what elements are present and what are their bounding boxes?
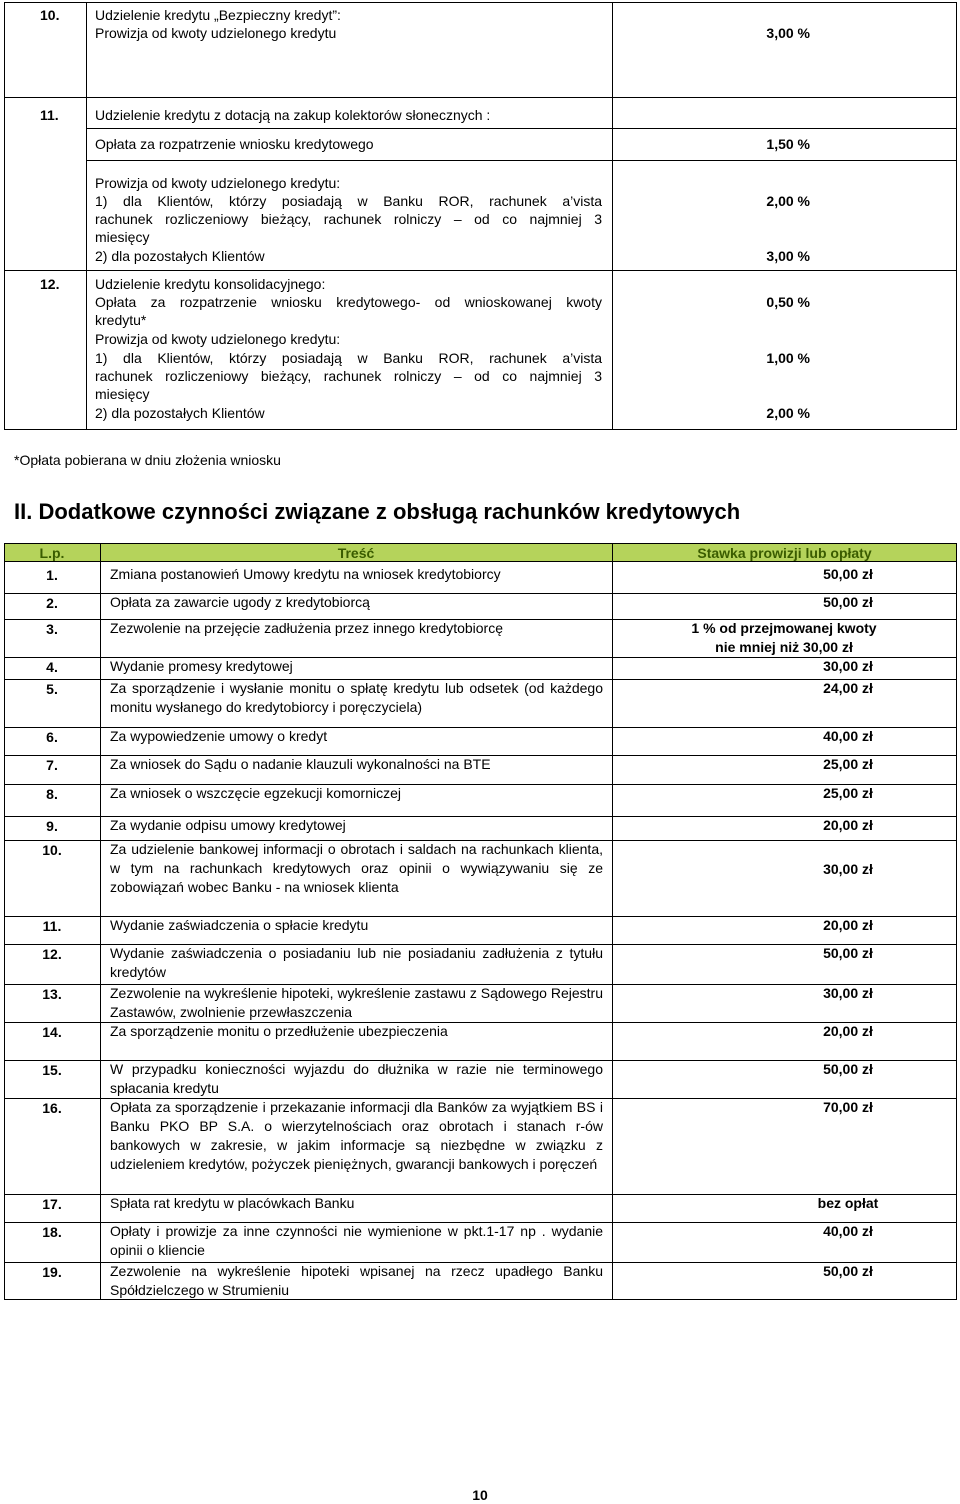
- fees-row-number: 15.: [42, 1062, 62, 1078]
- fees-row-fee: [612, 860, 956, 879]
- fees-row-fee-value: 25,00 zł: [823, 785, 873, 801]
- fees-row-description: Spłata rat kredytu w placówkach Banku: [110, 1195, 355, 1211]
- fees-row-description: Wydanie zaświadczenia o posiadaniu lub nie posiadaniu zadłużenia z tytułu kredytów: [110, 945, 603, 980]
- fees-row-description: Zezwolenie na wykreślenie hipoteki, wykreślenie zastawu z Sądowego Rejestru Zastawów, zwolnienie przewłaszczenia: [110, 985, 603, 1020]
- fees-row-fee: [612, 984, 956, 1003]
- item12-others-line: 2) dla pozostałych Klientów: [95, 405, 265, 421]
- fees-row-fee: [612, 916, 956, 935]
- page-number: 10: [472, 1487, 488, 1503]
- item12-clients-rate: 1,00 %: [766, 350, 810, 366]
- header-fee: Stawka prowizji lub opłaty: [697, 545, 872, 561]
- fees-row-fee-value: 50,00 zł: [823, 1263, 873, 1279]
- fees-row-fee-value: 30,00 zł: [823, 658, 873, 674]
- fees-row-fee-value: 30,00 zł: [823, 985, 873, 1001]
- fees-row-fee: [612, 657, 956, 676]
- fees-row-fee-value: bez opłat: [817, 1195, 879, 1211]
- fees-row-fee: [612, 679, 956, 698]
- footnote: *Opłata pobierana w dniu złożenia wniosku: [14, 452, 281, 468]
- item11-clients-line-2: rachunek rozliczeniowy bieżący, rachunek rolniczy – od co najmniej 3: [95, 211, 602, 227]
- fees-row-description: Wydanie zaświadczenia o spłacie kredytu: [110, 917, 369, 933]
- fees-row-fee: [612, 1022, 956, 1041]
- fees-row-number: 9.: [46, 818, 58, 834]
- fees-row-fee: [612, 784, 956, 803]
- item11-clients-line-3: miesięcy: [95, 229, 150, 245]
- fees-row-fee-value: 20,00 zł: [823, 817, 873, 833]
- top-row-divider-1: [4, 97, 957, 98]
- top-col-divider-1: [86, 2, 87, 430]
- fees-row-fee-value: 24,00 zł: [823, 680, 873, 696]
- fees-row-fee: [612, 944, 956, 963]
- top-row-divider-3: [86, 160, 957, 161]
- fees-row-description: Za sporządzenie monitu o przedłużenie ubezpieczenia: [110, 1023, 448, 1039]
- fees-row-description: Opłaty i prowizje za inne czynności nie wymienione w pkt.1-17 np . wydanie opinii o kliencie: [110, 1223, 603, 1258]
- item12-clients-line-1: 1) dla Klientów, którzy posiadają w Banku ROR, rachunek a’vista: [95, 350, 602, 366]
- fees-row-fee-value: 50,00 zł: [823, 1061, 873, 1077]
- fees-row-number: 13.: [42, 986, 62, 1002]
- fees-row-fee: [612, 755, 956, 774]
- fees-row-fee: [612, 727, 956, 746]
- fees-row-fee-value: 30,00 zł: [823, 861, 873, 877]
- fees-row-description: Wydanie promesy kredytowej: [110, 658, 293, 674]
- top-col-divider-2: [612, 2, 613, 430]
- fees-row-fee-value: 1 % od przejmowanej kwoty: [691, 620, 877, 636]
- item11-fee-rate: 1,50 %: [766, 136, 810, 152]
- item11-clients-rate: 2,00 %: [766, 193, 810, 209]
- fees-row-number: 17.: [42, 1196, 62, 1212]
- fees-row-fee: [612, 593, 956, 612]
- fees-row-number: 8.: [46, 786, 58, 802]
- fees-row-description: Za udzielenie bankowej informacji o obrotach i saldach na rachunkach klienta, w tym na rachunkach kredytowych oraz opinii o wywiązywaniu się ze zobowiązań wobec Banku - na wniosek klienta: [110, 841, 603, 895]
- item12-fee-rate: 0,50 %: [766, 294, 810, 310]
- fees-row-number: 7.: [46, 757, 58, 773]
- fees-row-number: 4.: [46, 659, 58, 675]
- fees-row-number: 1.: [46, 567, 58, 583]
- fees-row-number: 5.: [46, 681, 58, 697]
- header-content: Treść: [337, 545, 375, 561]
- item11-title: Udzielenie kredytu z dotacją na zakup kolektorów słonecznych :: [95, 107, 491, 123]
- fees-row-description: Za wydanie odpisu umowy kredytowej: [110, 817, 346, 833]
- item12-commission-title: Prowizja od kwoty udzielonego kredytu:: [95, 331, 341, 347]
- item12-clients-line-3: miesięcy: [95, 386, 150, 402]
- fees-row-description: Opłata za sporządzenie i przekazanie informacji dla Banków za wyjątkiem BS i Banku PKO BP S.A. o wierzytelnościach oraz obrotach i stanach r-ów bankowych w zakresie, w jakim informacje są niezbędne w związku z udzieleniem kredytów, pożyczek pieniężnych, gwarancji bankowych i poręczeń: [110, 1099, 603, 1172]
- item12-fee-line-1: Opłata za rozpatrzenie wniosku kredytowego- od wnioskowanej kwoty: [95, 294, 602, 310]
- fees-row-fee: [612, 565, 956, 584]
- fees-row-fee-line-2: nie mniej niż 30,00 zł: [715, 639, 853, 655]
- fees-row-description: W przypadku konieczności wyjazdu do dłużnika w razie nie terminowego spłacania kredytu: [110, 1061, 603, 1096]
- item10-title: Udzielenie kredytu „Bezpieczny kredyt”:: [95, 7, 341, 23]
- item11-fee-line: Opłata za rozpatrzenie wniosku kredytowego: [95, 136, 374, 152]
- fees-row-fee-value: 25,00 zł: [823, 756, 873, 772]
- fees-row-fee-value: 50,00 zł: [823, 566, 873, 582]
- item11-others-rate: 3,00 %: [766, 248, 810, 264]
- item12-number: 12.: [40, 276, 60, 292]
- fees-row-description: Za wypowiedzenie umowy o kredyt: [110, 728, 328, 744]
- fees-row-number: 2.: [46, 595, 58, 611]
- fees-row-description: Opłata za zawarcie ugody z kredytobiorcą: [110, 594, 370, 610]
- header-lp: L.p.: [39, 545, 65, 561]
- fees-row-number: 6.: [46, 729, 58, 745]
- item11-commission-title: Prowizja od kwoty udzielonego kredytu:: [95, 175, 341, 191]
- fees-row-fee-value: 20,00 zł: [823, 1023, 873, 1039]
- fees-row-fee-value: 50,00 zł: [823, 945, 873, 961]
- fees-row-number: 19.: [42, 1264, 62, 1280]
- fees-row-number: 11.: [42, 918, 62, 934]
- fees-row-fee: [612, 1262, 956, 1281]
- fees-row-fee-value: 20,00 zł: [823, 917, 873, 933]
- item10-number: 10.: [40, 7, 60, 23]
- item10-rate: 3,00 %: [766, 25, 810, 41]
- item10-line: Prowizja od kwoty udzielonego kredytu: [95, 25, 337, 41]
- fees-row-fee-value: 40,00 zł: [823, 728, 873, 744]
- item12-fee-line-2: kredytu*: [95, 312, 147, 328]
- top-row-divider-2: [86, 128, 957, 129]
- fees-row-fee: [612, 1222, 956, 1241]
- fees-row-description: Zmiana postanowień Umowy kredytu na wniosek kredytobiorcy: [110, 566, 501, 582]
- item12-others-rate: 2,00 %: [766, 405, 810, 421]
- fees-row-number: 18.: [42, 1224, 62, 1240]
- fees-row-number: 12.: [42, 946, 62, 962]
- fees-row-fee-value: 50,00 zł: [823, 594, 873, 610]
- item11-clients-line-1: 1) dla Klientów, którzy posiadają w Banku ROR, rachunek a’vista: [95, 193, 602, 209]
- fees-row-fee: [612, 1060, 956, 1079]
- fees-row-description: Zezwolenie na wykreślenie hipoteki wpisanej na rzecz upadłego Banku Spółdzielczego w Strumieniu: [110, 1263, 603, 1298]
- fees-row-number: 10.: [42, 842, 62, 858]
- fees-row-description: Za sporządzenie i wysłanie monitu o spłatę kredytu lub odsetek (od każdego monitu wysłanego do kredytobiorcy i poręczyciela): [110, 680, 603, 715]
- fees-row-fee: [612, 816, 956, 835]
- top-row-divider-4: [4, 270, 957, 271]
- section-title: II. Dodatkowe czynności związane z obsługą rachunków kredytowych: [14, 499, 741, 524]
- item12-title: Udzielenie kredytu konsolidacyjnego:: [95, 276, 326, 292]
- fees-row-description: Zezwolenie na przejęcie zadłużenia przez innego kredytobiorcę: [110, 620, 504, 636]
- fees-row-number: 16.: [42, 1100, 62, 1116]
- item11-number: 11.: [40, 107, 59, 123]
- fees-row-fee-value: 40,00 zł: [823, 1223, 873, 1239]
- item11-others-line: 2) dla pozostałych Klientów: [95, 248, 265, 264]
- fees-row-fee: [612, 1098, 956, 1117]
- fees-row-fee: [612, 619, 956, 638]
- item12-clients-line-2: rachunek rozliczeniowy bieżący, rachunek rolniczy – od co najmniej 3: [95, 368, 602, 384]
- fees-row-number: 3.: [46, 621, 58, 637]
- fees-row-fee-value: 70,00 zł: [823, 1099, 873, 1115]
- fees-row-number: 14.: [42, 1024, 62, 1040]
- fees-row-description: Za wniosek o wszczęcie egzekucji komorniczej: [110, 785, 401, 801]
- fees-row-fee: [612, 1194, 956, 1213]
- fees-row-description: Za wniosek do Sądu o nadanie klauzuli wykonalności na BTE: [110, 756, 491, 772]
